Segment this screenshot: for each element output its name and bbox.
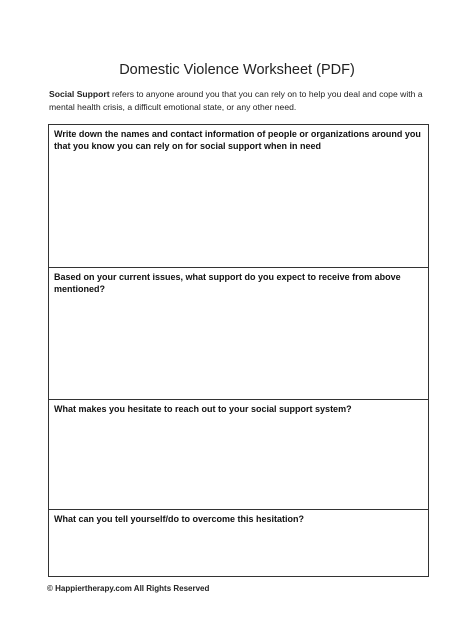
question-box-2	[49, 268, 428, 400]
intro-text: refers to anyone around you that you can rely on to help you deal and cope with a mental health crisis, a difficult emotional state, or any other need.	[49, 89, 423, 112]
question-box-4	[49, 510, 428, 576]
intro-paragraph	[49, 88, 431, 113]
worksheet-title: Domestic Violence Worksheet (PDF)	[119, 62, 355, 78]
question-boxes	[48, 124, 429, 577]
intro-term: Social Support	[49, 89, 110, 99]
question-box-1	[49, 125, 428, 268]
question-box-3	[49, 400, 428, 510]
question-text-4: What can you tell yourself/do to overcome this hesitation?	[54, 514, 305, 524]
question-text-1: Write down the names and contact information of people or organizations around you that you know you can rely on for social support when in need	[54, 129, 421, 151]
question-text-3: What makes you hesitate to reach out to your social support system?	[54, 404, 352, 414]
question-text-2: Based on your current issues, what support do you expect to receive from above mentioned?	[54, 272, 401, 294]
copyright-footer: © Happiertherapy.com All Rights Reserved	[47, 584, 210, 593]
